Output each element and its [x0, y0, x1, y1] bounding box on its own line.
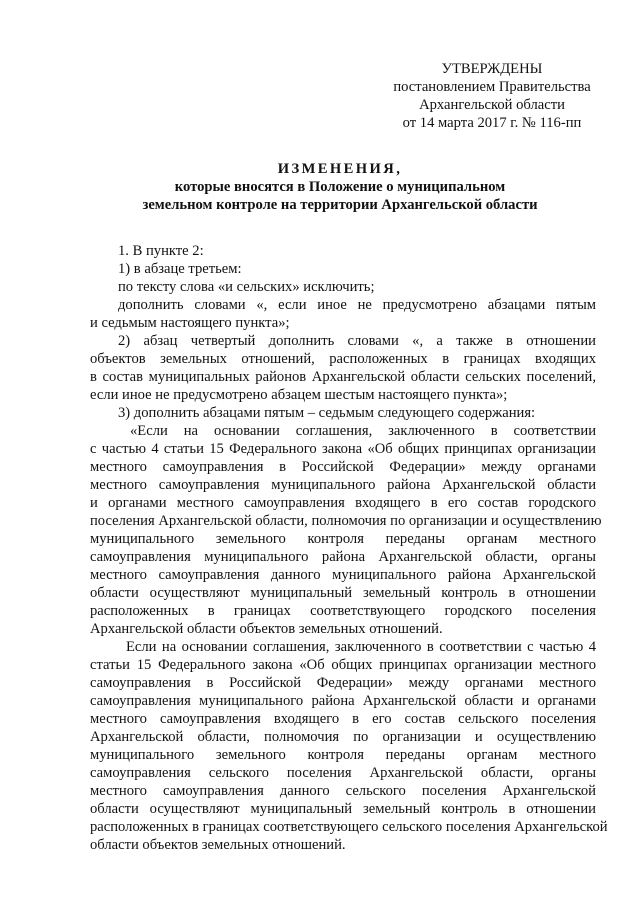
quote-line: местного самоуправления в Российской Федерации» между органами	[90, 459, 596, 475]
document-heading	[90, 160, 590, 214]
approval-line: постановлением Правительства	[393, 79, 591, 95]
heading-title: ИЗМЕНЕНИЯ,	[277, 161, 403, 177]
heading-subtitle: которые вносятся в Положение о муниципальном	[174, 179, 506, 195]
item-heading: 1. В пункте 2:	[118, 243, 204, 259]
quote-line: муниципального земельного контроля переданы органам местного	[90, 747, 596, 763]
subitem-heading: 2) абзац четвертый дополнить словами «, а также в отношении	[118, 333, 596, 349]
quote-line: расположенных в границах соответствующего сельского поселения Архангельской	[90, 819, 608, 835]
body-line: и седьмым настоящего пункта»;	[90, 315, 290, 331]
quote-line: Архангельской области объектов земельных отношений.	[90, 621, 443, 637]
approval-line: Архангельской области	[419, 97, 565, 113]
quote-line: местного самоуправления данного сельского поселения Архангельской	[90, 783, 596, 799]
quote-line: области осуществляют муниципальный земельный контроль в отношении	[90, 801, 596, 817]
quote-line: местного самоуправления входящего в его состав сельского поселения	[90, 711, 596, 727]
body-line: объектов земельных отношений, расположенных в границах входящих	[90, 351, 596, 367]
quote-line: Архангельской области, полномочия по организации и осуществлению	[90, 729, 596, 745]
quote-line: самоуправления муниципального района Архангельской области, органы	[90, 549, 596, 565]
body-line: в состав муниципальных районов Архангельской области сельских поселений,	[90, 369, 596, 385]
approval-title: УТВЕРЖДЕНЫ	[441, 61, 543, 77]
quote-line: расположенных в границах соответствующего городского поселения	[90, 603, 596, 619]
quote-line: с частью 4 статьи 15 Федерального закона «Об общих принципах организации	[90, 441, 596, 457]
quote-line: «Если на основании соглашения, заключенного в соответствии	[130, 423, 596, 439]
quote-line: муниципального земельного контроля переданы органам местного	[90, 531, 596, 547]
body-line: если иное не предусмотрено абзацем шестым настоящего пункта»;	[90, 387, 508, 403]
approval-date: от 14 марта 2017 г. № 116-пп	[402, 115, 582, 131]
subitem-heading: 1) в абзаце третьем:	[118, 261, 242, 277]
quote-line: поселения Архангельской области, полномочия по организации и осуществлению	[90, 513, 602, 529]
body-line: дополнить словами «, если иное не предусмотрено абзацами пятым	[118, 297, 596, 313]
quote-line: области объектов земельных отношений.	[90, 837, 346, 853]
approval-stamp	[372, 60, 612, 132]
document-body	[90, 242, 608, 854]
quote-line: самоуправления в Российской Федерации» между органами местного	[90, 675, 596, 691]
quote-line: Если на основании соглашения, заключенного в соответствии с частью 4	[126, 639, 596, 655]
quote-line: самоуправления муниципального района Архангельской области и органами	[90, 693, 596, 709]
quote-line: области осуществляют муниципальный земельный контроль в отношении	[90, 585, 596, 601]
quote-line: статьи 15 Федерального закона «Об общих принципах организации местного	[90, 657, 596, 673]
heading-subtitle: земельном контроле на территории Архангельской области	[142, 197, 538, 213]
subitem-heading: 3) дополнить абзацами пятым – седьмым следующего содержания:	[118, 405, 536, 421]
quote-line: самоуправления сельского поселения Архангельской области, органы	[90, 765, 596, 781]
body-line: по тексту слова «и сельских» исключить;	[118, 279, 375, 295]
quote-line: местного самоуправления муниципального района Архангельской области	[90, 477, 596, 493]
quote-line: местного самоуправления данного муниципального района Архангельской	[90, 567, 596, 583]
quote-line: и органами местного самоуправления входящего в его состав городского	[90, 495, 596, 511]
